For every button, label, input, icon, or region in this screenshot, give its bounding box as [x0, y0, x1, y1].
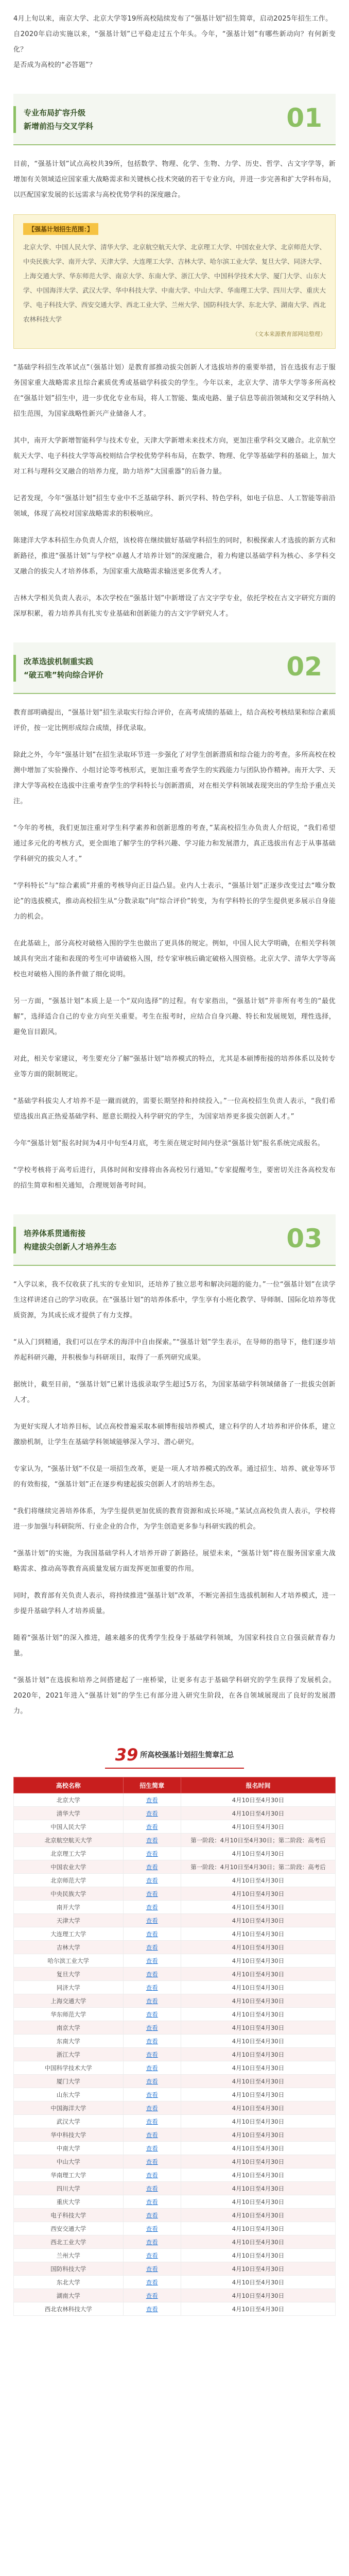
section-paragraph: 为更好实现人才培养目标，试点高校普遍采取本硕博衔接培养模式，建立科学的人才培养和评价体系，建立激励机制，让学生在基础学科领域能够深入学习、潜心研究。 [13, 1423, 336, 1446]
registration-date-cell: 4月10日至4月30日 [181, 2035, 336, 2048]
registration-date-cell: 4月10日至4月30日 [181, 2061, 336, 2075]
table-row [14, 1914, 336, 1927]
registration-date-cell: 4月10日至4月30日 [181, 1807, 336, 1820]
brochure-link[interactable]: 查看 [123, 2102, 181, 2115]
school-name-cell: 华南理工大学 [14, 2168, 124, 2182]
section-number: 03 [286, 1224, 322, 1253]
highlight-title: 【强基计划招生范围：】 [23, 223, 98, 235]
table-row [14, 2048, 336, 2061]
brochure-link[interactable]: 查看 [123, 1968, 181, 1981]
section-paragraph: “学科特长”与“综合素质”并重的考核导向正日益凸显。业内人士表示，“强基计划”正逐步改变过去“唯分数论”的选拔模式，推动高校招生从“分数录取”向“综合评价”转变，为有学科特长的学生提供更多展示自身能力的机会。 [13, 882, 336, 921]
table-row [14, 1860, 336, 1874]
table-row [14, 2128, 336, 2142]
table-title-underline [105, 1768, 244, 1769]
school-name-cell: 上海交通大学 [14, 1994, 124, 2008]
school-name-cell: 华中科技大学 [14, 2128, 124, 2142]
highlight-source: （文本来源教育部网站整理） [252, 331, 326, 337]
column-header-school: 高校名称 [14, 1777, 124, 1793]
brochure-link[interactable]: 查看 [123, 2075, 181, 2088]
table-row [14, 1887, 336, 1901]
school-name-cell: 中国科学技术大学 [14, 2061, 124, 2075]
school-name-cell: 浙江大学 [14, 2048, 124, 2061]
table-row [14, 2182, 336, 2195]
school-name-cell: 中国农业大学 [14, 1860, 124, 1874]
table-row [14, 2088, 336, 2102]
registration-date-cell: 4月10日至4月30日 [181, 2008, 336, 2021]
school-name-cell: 北京大学 [14, 1793, 124, 1807]
table-row [14, 1941, 336, 1954]
brochure-link[interactable]: 查看 [123, 1887, 181, 1901]
section-paragraph: 今年“强基计划”报名时间为4月中旬至4月底，考生须在规定时间内登录“强基计划”报名系统完成报名。 [13, 1140, 324, 1147]
section-title: 改革选拔机制重实践 “破五唯”转向综合评价 [24, 657, 103, 680]
table-row [14, 2235, 336, 2249]
registration-date-cell: 4月10日至4月30日 [181, 2155, 336, 2168]
registration-date-cell: 4月10日至4月30日 [181, 1901, 336, 1914]
registration-date-cell: 4月10日至4月30日 [181, 1914, 336, 1927]
registration-date-cell: 4月10日至4月30日 [181, 2289, 336, 2302]
table-title [13, 1745, 336, 1769]
school-name-cell: 南开大学 [14, 1901, 124, 1914]
registration-date-cell: 4月10日至4月30日 [181, 1793, 336, 1807]
section-paragraph: “今年的考核，我们更加注重对学生科学素养和创新思维的考查，”某高校招生办负责人介绍说，“我们希望通过多元化的考核方式，更全面地了解学生的学科兴趣、学习能力和发展潜力，真正选拔出有志于从事基础学科研究的拔尖人才。” [13, 824, 336, 863]
table-title-text: 所高校强基计划招生简章汇总 [140, 1751, 234, 1759]
intro-paragraph-2: 自2020年启动实施以来，“强基计划”已平稳走过五个年头。今年，“强基计划”有哪些新动向？有何新变化？ [13, 30, 336, 54]
school-name-cell: 天津大学 [14, 1914, 124, 1927]
registration-date-cell: 4月10日至4月30日 [181, 2075, 336, 2088]
brochure-link[interactable]: 查看 [123, 1860, 181, 1874]
registration-date-cell: 4月10日至4月30日 [181, 1981, 336, 1994]
registration-date-cell: 4月10日至4月30日 [181, 2195, 336, 2209]
registration-date-cell: 4月10日至4月30日 [181, 2209, 336, 2222]
school-name-cell: 南京大学 [14, 2021, 124, 2035]
brochure-link[interactable]: 查看 [123, 2195, 181, 2209]
school-name-cell: 东北大学 [14, 2276, 124, 2289]
school-name-cell: 武汉大学 [14, 2115, 124, 2128]
table-row [14, 2008, 336, 2021]
table-row [14, 1901, 336, 1914]
brochure-link[interactable]: 查看 [123, 2021, 181, 2035]
table-row [14, 1968, 336, 1981]
school-name-cell: 兰州大学 [14, 2249, 124, 2262]
brochure-link[interactable]: 查看 [123, 2222, 181, 2235]
school-name-cell: 中国海洋大学 [14, 2102, 124, 2115]
brochure-link[interactable]: 查看 [123, 2235, 181, 2249]
section-accent-bar [13, 106, 16, 133]
brochure-link[interactable]: 查看 [123, 2008, 181, 2021]
registration-date-cell: 4月10日至4月30日 [181, 2168, 336, 2182]
registration-date-cell: 第一阶段：4月10日至4月30日；第二阶段：高考后 [181, 1860, 336, 1874]
section-paragraph: 陈建洋大学本科招生办负责人介绍，该校将在继续做好基础学科招生的同时，积极探索人才选拔的新方式和新路径，推进“强基计划”与学校“卓越人才培养计划”的深度融合，着力构建以基础学科为核心、多学科交叉融合的拔尖人才培养体系，为国家重大战略需求输送更多优秀人才。 [13, 537, 336, 575]
section-paragraph: “基础学科招生改革试点”（强基计划）是教育部推动拔尖创新人才选拔培养的重要举措，旨在选拔有志于服务国家重大战略需求且综合素质优秀或基础学科拔尖的学生。今年以来，北京大学、清华大学等多所高校在“强基计划”招生中，进一步优化专业布局，将人工智能、集成电路、量子信息等前沿领域和交叉学科纳入招生范围，为国家战略性新兴产业储备人才。 [13, 364, 336, 418]
section-paragraph: 专家认为，“强基计划”不仅是一项招生改革，更是一项人才培养模式的改革。通过招生、培养、就业等环节的有效衔接，“强基计划”正在逐步构建起拔尖创新人才的培养生态。 [13, 1465, 336, 1488]
brochure-link[interactable]: 查看 [123, 1994, 181, 2008]
section-title: 专业布局扩容升级 新增前沿与交叉学科 [24, 108, 94, 131]
brochure-link[interactable]: 查看 [123, 1820, 181, 1834]
registration-date-cell: 4月10日至4月30日 [181, 2182, 336, 2195]
section-paragraph: “基础学科拔尖人才培养不是一蹴而就的，需要长期坚持和持续投入。”一位高校招生负责人表示，“我们希望选拔出真正热爱基础学科、愿意长期投入科学研究的学生，为国家培养更多拔尖创新人才。” [13, 1097, 336, 1121]
section-paragraph: 在此基础上，部分高校对破格入围的学生也做出了更具体的规定。例如，中国人民大学明确，在相关学科领域具有突出才能和表现的考生可申请破格入围，经专家审核后确定破格入围资格。北京大学、清华大学等高校也对破格入围的条件做了细化说明。 [13, 940, 336, 978]
brochure-link[interactable]: 查看 [123, 2249, 181, 2262]
school-name-cell: 北京师范大学 [14, 1874, 124, 1887]
school-name-cell: 厦门大学 [14, 2075, 124, 2088]
table-header-row [14, 1777, 336, 1793]
brochure-link[interactable]: 查看 [123, 2088, 181, 2102]
school-name-cell: 中南大学 [14, 2142, 124, 2155]
school-name-cell: 西北工业大学 [14, 2235, 124, 2249]
table-row [14, 2249, 336, 2262]
section-accent-bar [13, 655, 16, 682]
brochure-link[interactable]: 查看 [123, 1981, 181, 1994]
table-row [14, 2075, 336, 2088]
registration-date-cell: 4月10日至4月30日 [181, 1941, 336, 1954]
section-title: 培养体系贯通衔接 构建拔尖创新人才培养生态 [24, 1229, 117, 1251]
school-name-cell: 北京理工大学 [14, 1847, 124, 1860]
brochure-link[interactable]: 查看 [123, 2182, 181, 2195]
school-name-cell: 中山大学 [14, 2155, 124, 2168]
registration-date-cell: 4月10日至4月30日 [181, 1927, 336, 1941]
brochure-link[interactable]: 查看 [123, 2262, 181, 2276]
registration-date-cell: 4月10日至4月30日 [181, 1820, 336, 1834]
section-paragraph: 据统计，截至目前，“强基计划”已累计选拔录取学生超过5万名，为国家基础学科领域储备了一批拔尖创新人才。 [13, 1381, 336, 1404]
section-paragraph: 其中，南开大学新增智能科学与技术专业，天津大学新增未来技术方向，更加注重学科交叉融合。北京航空航天大学、电子科技大学等高校则结合学校优势学科布局，在数学、物理、化学等基础学科的基础上，加大对工科与理科交叉融合的培养力度，助力培养“大国重器”的后备力量。 [13, 437, 336, 476]
section-paragraph: 除此之外，今年“强基计划”在招生录取环节进一步强化了对学生创新潜质和综合能力的考查。多所高校在校测中增加了实验操作、小组讨论等考核形式，更加注重考查学生的实践能力与团队协作精神。南开大学、天津大学等高校在选拔中注重考查学生的学科特长与创新潜质，对在相关学科领域表现突出的学生给予重点关注。 [13, 751, 336, 805]
table-row [14, 1793, 336, 1807]
school-name-cell: 复旦大学 [14, 1968, 124, 1981]
university-table-block [13, 1745, 336, 2316]
brochure-link[interactable]: 查看 [123, 2115, 181, 2128]
table-row [14, 1820, 336, 1834]
registration-date-cell: 4月10日至4月30日 [181, 1994, 336, 2008]
table-row [14, 1954, 336, 1968]
registration-date-cell: 4月10日至4月30日 [181, 2222, 336, 2235]
table-row [14, 1874, 336, 1887]
table-row [14, 2222, 336, 2235]
school-name-cell: 国防科技大学 [14, 2262, 124, 2276]
brochure-link[interactable]: 查看 [123, 1793, 181, 1807]
section-number: 01 [286, 103, 322, 133]
section-paragraph: “入学以来，我不仅收获了扎实的专业知识，还培养了独立思考和解决问题的能力。”一位“强基计划”在读学生这样讲述自己的学习收获。在“强基计划”的培养体系中，学生享有小班化教学、导师制、国际化培养等优质资源，为其成长成才提供了有力支撑。 [13, 1281, 336, 1319]
registration-date-cell: 4月10日至4月30日 [181, 2088, 336, 2102]
section-paragraph: 同时，教育部有关负责人表示，将持续推进“强基计划”改革，不断完善招生选拔机制和人才培养模式，进一步提升基础学科人才培养质量。 [13, 1592, 336, 1615]
brochure-link[interactable]: 查看 [123, 1954, 181, 1968]
brochure-link[interactable]: 查看 [123, 2289, 181, 2302]
intro-paragraph-3: 是否成为高校的“必答题”？ [13, 61, 96, 69]
section-paragraph: 目前，“强基计划”试点高校共39所，包括数学、物理、化学、生物、力学、历史、哲学、古文字学等，新增加有关领域适应国家重大战略需求和关键核心技术突破的若干专业方向，并进一步完善和扩大学科布局，以匹配国家发展的长远需求与高校优势学科的深度融合。 [13, 160, 336, 199]
school-name-cell: 西安交通大学 [14, 2222, 124, 2235]
table-row [14, 2115, 336, 2128]
table-row [14, 1834, 336, 1847]
brochure-link[interactable]: 查看 [123, 2276, 181, 2289]
table-row [14, 2021, 336, 2035]
table-row [14, 2142, 336, 2155]
table-row [14, 2168, 336, 2182]
section-accent-bar [13, 1227, 16, 1253]
highlight-text: 北京大学、中国人民大学、清华大学、北京航空航天大学、北京理工大学、中国农业大学、北京师范大学、中央民族大学、南开大学、天津大学、大连理工大学、吉林大学、哈尔滨工业大学、复旦大学、同济大学、上海交通大学、华东师范大学、南京大学、东南大学、浙江大学、中国科学技术大学、厦门大学、山东大学、中国海洋大学、武汉大学、华中科技大学、中南大学、中山大学、华南理工大学、四川大学、重庆大学、电子科技大学、西安交通大学、西北工业大学、兰州大学、国防科技大学、东北大学、湖南大学、西北农林科技大学 [23, 243, 326, 323]
table-row [14, 2035, 336, 2048]
brochure-link[interactable]: 查看 [123, 1941, 181, 1954]
school-name-cell: 电子科技大学 [14, 2209, 124, 2222]
registration-date-cell: 4月10日至4月30日 [181, 2102, 336, 2115]
section-paragraph: “从入门到精通，我们可以在学术的海洋中自由探索。”“强基计划”学生表示，在导师的指导下，他们逐步培养起科研兴趣，并积极参与科研项目，取得了一系列研究成果。 [13, 1338, 336, 1362]
section-paragraph: “我们将继续完善培养体系，为学生提供更加优质的教育资源和成长环境。”某试点高校负责人表示，学校将进一步加强与科研院所、行业企业的合作，为学生创造更多参与科研实践的机会。 [13, 1507, 336, 1531]
section-header-03 [13, 1214, 336, 1266]
university-table [13, 1777, 336, 2316]
section-header-01 [13, 94, 336, 145]
column-header-date: 报名时间 [181, 1777, 336, 1793]
registration-date-cell: 4月10日至4月30日 [181, 2262, 336, 2276]
school-name-cell: 吉林大学 [14, 1941, 124, 1954]
table-row [14, 2262, 336, 2276]
registration-date-cell: 4月10日至4月30日 [181, 2249, 336, 2262]
registration-date-cell: 4月10日至4月30日 [181, 2115, 336, 2128]
registration-date-cell: 4月10日至4月30日 [181, 2128, 336, 2142]
registration-date-cell: 4月10日至4月30日 [181, 2021, 336, 2035]
table-row [14, 2276, 336, 2289]
highlight-box [13, 214, 336, 349]
school-name-cell: 中国人民大学 [14, 1820, 124, 1834]
brochure-link[interactable]: 查看 [123, 1847, 181, 1860]
school-name-cell: 西北农林科技大学 [14, 2302, 124, 2316]
school-name-cell: 华东师范大学 [14, 2008, 124, 2021]
registration-date-cell: 4月10日至4月30日 [181, 2235, 336, 2249]
school-name-cell: 大连理工大学 [14, 1927, 124, 1941]
registration-date-cell: 4月10日至4月30日 [181, 1887, 336, 1901]
brochure-link[interactable]: 查看 [123, 2128, 181, 2142]
school-name-cell: 湖南大学 [14, 2289, 124, 2302]
registration-date-cell: 第一阶段：4月10日至4月30日；第二阶段：高考后 [181, 1834, 336, 1847]
section-paragraph: “学校考核将于高考后进行，具体时间和安排将由各高校另行通知。”专家提醒考生，要密切关注各高校发布的招生简章和相关通知，合理规划备考时间。 [13, 1166, 336, 1190]
table-row [14, 1847, 336, 1860]
brochure-link[interactable]: 查看 [123, 2168, 181, 2182]
table-row [14, 2209, 336, 2222]
brochure-link[interactable]: 查看 [123, 2142, 181, 2155]
school-name-cell: 四川大学 [14, 2182, 124, 2195]
school-name-cell: 中央民族大学 [14, 1887, 124, 1901]
brochure-link[interactable]: 查看 [123, 1927, 181, 1941]
registration-date-cell: 4月10日至4月30日 [181, 1847, 336, 1860]
table-row [14, 1994, 336, 2008]
section-paragraph: 随着“强基计划”的深入推进，越来越多的优秀学生投身于基础学科领域，为国家科技自立自强贡献青春力量。 [13, 1634, 336, 1657]
brochure-link[interactable]: 查看 [123, 1834, 181, 1847]
school-name-cell: 重庆大学 [14, 2195, 124, 2209]
section-paragraph: 记者发现，今年“强基计划”招生专业中不乏基础学科、新兴学科、特色学科，如电子信息、人工智能等前沿领域，体现了高校对国家战略需求的积极响应。 [13, 495, 336, 518]
school-name-cell: 北京航空航天大学 [14, 1834, 124, 1847]
school-name-cell: 哈尔滨工业大学 [14, 1954, 124, 1968]
section-paragraph: “强基计划”的实施，为我国基础学科人才培养开辟了新路径。展望未来，“强基计划”将在服务国家重大战略需求、推动高等教育高质量发展方面发挥更加重要的作用。 [13, 1550, 336, 1573]
school-name-cell: 山东大学 [14, 2088, 124, 2102]
brochure-link[interactable]: 查看 [123, 1807, 181, 1820]
registration-date-cell: 4月10日至4月30日 [181, 1954, 336, 1968]
brochure-link[interactable]: 查看 [123, 1901, 181, 1914]
brochure-link[interactable]: 查看 [123, 1914, 181, 1927]
school-name-cell: 同济大学 [14, 1981, 124, 1994]
registration-date-cell: 4月10日至4月30日 [181, 2302, 336, 2316]
registration-date-cell: 4月10日至4月30日 [181, 1874, 336, 1887]
table-row [14, 2289, 336, 2302]
section-number: 02 [286, 652, 322, 682]
school-name-cell: 清华大学 [14, 1807, 124, 1820]
registration-date-cell: 4月10日至4月30日 [181, 2142, 336, 2155]
table-row [14, 1927, 336, 1941]
table-row [14, 2302, 336, 2316]
section-paragraph: 吉林大学相关负责人表示，本次学校在“强基计划”中新增设了古文字学专业，依托学校在古文字研究方面的深厚积累，着力培养具有扎实专业基础和创新能力的古文字学研究人才。 [13, 595, 336, 618]
brochure-link[interactable]: 查看 [123, 2302, 181, 2316]
table-row [14, 2061, 336, 2075]
registration-date-cell: 4月10日至4月30日 [181, 1968, 336, 1981]
table-row [14, 2195, 336, 2209]
intro-paragraph-1: 4月上旬以来，南京大学、北京大学等19所高校陆续发布了“强基计划”招生简章，启动2025年招生工作。 [13, 15, 333, 23]
table-count: 39 [115, 1745, 138, 1765]
brochure-link[interactable]: 查看 [123, 2048, 181, 2061]
brochure-link[interactable]: 查看 [123, 2061, 181, 2075]
brochure-link[interactable]: 查看 [123, 2035, 181, 2048]
section-header-02 [13, 642, 336, 694]
section-paragraph: 教育部明确提出，“强基计划”招生录取实行综合评价，在高考成绩的基础上，结合高校考核结果和综合素质评价，按一定比例形成综合成绩，择优录取。 [13, 709, 336, 732]
registration-date-cell: 4月10日至4月30日 [181, 2048, 336, 2061]
school-name-cell: 东南大学 [14, 2035, 124, 2048]
table-row [14, 2155, 336, 2168]
brochure-link[interactable]: 查看 [123, 2209, 181, 2222]
column-header-brochure: 招生简章 [123, 1777, 181, 1793]
section-paragraph: 对此，相关专家建议，考生要充分了解“强基计划”培养模式的特点，尤其是本硕博衔接的培养体系以及转专业等方面的限制规定。 [13, 1055, 336, 1078]
brochure-link[interactable]: 查看 [123, 1874, 181, 1887]
registration-date-cell: 4月10日至4月30日 [181, 2276, 336, 2289]
brochure-link[interactable]: 查看 [123, 2155, 181, 2168]
section-paragraph: 另一方面，“强基计划”本质上是一个“双向选择”的过程。有专家指出，“强基计划”并非所有考生的“最优解”，选择适合自己的专业方向至关重要。考生在报考时，应结合自身兴趣、特长和发展规划，理性选择，避免盲目跟风。 [13, 997, 336, 1036]
table-row [14, 1981, 336, 1994]
section-paragraph: “强基计划”在选拔和培养之间搭建起了一座桥梁，让更多有志于基础学科研究的学生获得了发展机会。2020年，2021年进入“强基计划”的学生已有部分进入研究生阶段，在各自领域展现出了良好的发展潜力。 [13, 1676, 336, 1715]
table-row [14, 2102, 336, 2115]
table-row [14, 1807, 336, 1820]
